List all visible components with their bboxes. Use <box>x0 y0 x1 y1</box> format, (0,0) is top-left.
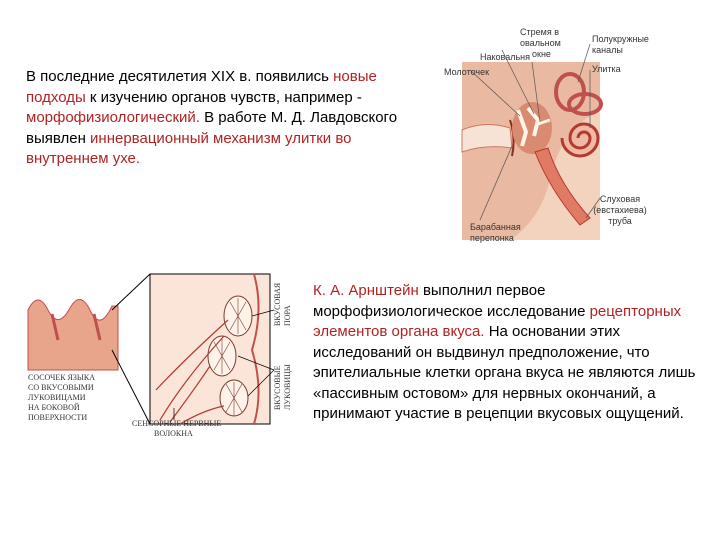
ear-anatomy-figure <box>440 20 720 250</box>
p2-highlight-arnstein: К. А. Арнштейн <box>313 282 419 299</box>
svg-text:ВКУСОВАЯПОРА <box>273 282 292 326</box>
p1-text-1: В последние десятилетия XIX в. появились <box>26 68 334 85</box>
label-nerves-2: ВОЛОКНА <box>154 429 193 438</box>
svg-text:ВКУСОВЫЕЛУКОВИЦЫ <box>273 364 292 410</box>
label-drum-2: перепонка <box>470 233 514 243</box>
label-incus: Наковальня <box>480 52 531 62</box>
label-pore-1: ВКУСОВАЯ <box>273 282 282 326</box>
lavdovsky-paragraph <box>26 67 416 170</box>
svg-text:СОСОЧЕК ЯЗЫКАСО ВКУСОВЫМИЛУКОВ <box>28 373 95 422</box>
label-papilla-4: НА БОКОВОЙ <box>28 403 80 412</box>
label-papilla-3: ЛУКОВИЦАМИ <box>28 393 86 402</box>
label-papilla-2: СО ВКУСОВЫМИ <box>28 383 94 392</box>
label-bulbs-2: ЛУКОВИЦЫ <box>283 364 292 410</box>
label-canals-2: каналы <box>592 45 623 55</box>
p1-text-2: к изучению органов чувств, например - <box>85 88 362 106</box>
label-stapes-3: окне <box>532 49 551 59</box>
label-stapes-1: Стремя в <box>520 27 559 37</box>
label-cochlea: Улитка <box>592 64 621 74</box>
p2-text-1: выполнил первое морфофизиологическое исследование <box>313 282 590 320</box>
p2-text-2: На основании этих исследований он выдвинул предположение, что эпителиальные клетки органа вкуса не являются лишь «пассивным остовом» для нервных окончаний, а принимают участие в рецепции вкусовых ощущений. <box>313 323 696 422</box>
label-stapes-2: овальном <box>520 38 561 48</box>
label-drum-1: Барабанная <box>470 222 521 232</box>
svg-text:Барабаннаяперепонка <box>470 222 521 243</box>
p1-text-3: В работе М. Д. Лавдовского выявлен <box>26 109 398 147</box>
label-pore-2: ПОРА <box>283 305 292 326</box>
label-tube-1: Слуховая <box>599 194 641 204</box>
p1-highlight-morpho: морфофизиологический. <box>26 109 200 126</box>
p1-highlight-innervation: иннервационный механизм улитки во внутреннем ухе. <box>26 129 352 167</box>
p2-highlight-receptors: рецепторных элементов органа вкуса. <box>313 302 682 340</box>
p1-highlight-new-approaches: новые подходы <box>26 68 377 106</box>
papilla-surface <box>28 299 118 370</box>
label-canals-1: Полукружные <box>592 34 649 44</box>
arnstein-paragraph <box>313 281 698 425</box>
label-bulbs-1: ВКУСОВЫЕ <box>273 365 282 410</box>
svg-text:Слуховая(евстахиева)труба <box>593 194 646 226</box>
label-papilla-1: СОСОЧЕК ЯЗЫКА <box>28 373 95 382</box>
label-tube-3: труба <box>608 216 632 226</box>
label-tube-2: (евстахиева) <box>593 205 647 215</box>
taste-bud-figure <box>24 270 294 445</box>
svg-text:СЕНСОРНЫЕ НЕРВНЫЕВОЛОКНА <box>132 419 221 438</box>
label-malleus: Молоточек <box>444 67 490 77</box>
label-nerves-1: СЕНСОРНЫЕ НЕРВНЫЕ <box>132 419 222 428</box>
label-papilla-5: ПОВЕРХНОСТИ <box>28 413 88 422</box>
svg-text:Полукружныеканалы <box>592 34 649 55</box>
